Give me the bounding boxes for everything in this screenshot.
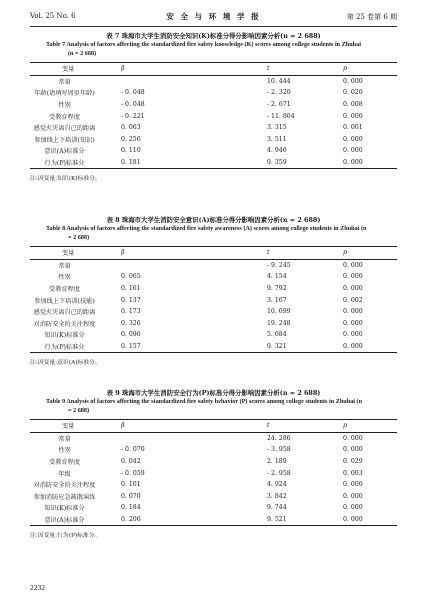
cell-t: 3. 315 bbox=[267, 124, 287, 132]
table-row bbox=[30, 87, 397, 99]
cell-p: 0. 000 bbox=[343, 481, 363, 489]
cell-beta: - 0. 048 bbox=[121, 100, 145, 108]
table-9-caption-en: Table 9 Analysis of factors affecting the standardized fire safety behavior (P) scores among college students in Zhuhai (n = 2 688) bbox=[46, 398, 363, 414]
table-8-section bbox=[30, 216, 397, 366]
cell-p: 0. 000 bbox=[343, 331, 363, 339]
cell-t: - 3. 958 bbox=[267, 446, 291, 454]
cell-beta bbox=[99, 432, 227, 444]
cell-t: 9. 359 bbox=[267, 158, 287, 166]
cell-t: - 11. 804 bbox=[267, 112, 295, 120]
table-row bbox=[30, 490, 397, 502]
cell-beta: 0. 206 bbox=[121, 515, 141, 523]
cell-p: 0. 029 bbox=[343, 457, 363, 465]
cell-t: 10. 444 bbox=[267, 77, 291, 85]
cell-variable: 常量 bbox=[58, 78, 71, 86]
table-row bbox=[30, 294, 397, 306]
cell-variable: 常量 bbox=[58, 262, 71, 270]
table-row bbox=[30, 122, 397, 134]
cell-t: - 2. 958 bbox=[267, 469, 291, 477]
cell-t: 4. 946 bbox=[267, 147, 287, 155]
table-row bbox=[30, 514, 397, 526]
journal-title: 安 全 与 环 境 学 报 bbox=[166, 12, 261, 21]
cell-beta: 0. 042 bbox=[121, 457, 141, 465]
col-beta: β bbox=[121, 422, 125, 430]
cell-p: 0. 000 bbox=[343, 112, 363, 120]
cell-p: 0. 000 bbox=[343, 135, 363, 143]
cell-variable: 受教育程度 bbox=[49, 458, 80, 466]
cell-t: - 2. 671 bbox=[267, 100, 291, 108]
cell-variable: 感觉火灾离自己的距离 bbox=[33, 309, 96, 317]
volume-issue-en: Vol. 25 No. 6 bbox=[30, 12, 76, 20]
cell-p: 0. 001 bbox=[343, 124, 363, 132]
cell-beta: 0. 157 bbox=[121, 342, 141, 350]
table-row bbox=[30, 271, 397, 283]
cell-variable: 知识(K)标准分 bbox=[44, 332, 85, 340]
cell-t: 3. 842 bbox=[267, 492, 287, 500]
table-7-note: 注:因变量:知识(K)标准分。 bbox=[30, 176, 101, 183]
col-beta: β bbox=[121, 249, 125, 257]
table-row bbox=[30, 259, 397, 271]
cell-t: 4. 154 bbox=[267, 273, 287, 281]
col-variable: 变量 bbox=[62, 423, 75, 431]
table-9-note: 注:因变量:行为(P)标准分。 bbox=[30, 533, 101, 540]
table-9-caption-zh: 表 9 珠海市大学生消防安全行为(P)标准分得分影响因素分析(n = 2 688) bbox=[106, 389, 321, 397]
col-t: t bbox=[267, 422, 270, 430]
cell-variable: 意识(A)标准分 bbox=[44, 148, 85, 156]
cell-beta bbox=[99, 259, 227, 271]
cell-p: 0. 000 bbox=[343, 504, 363, 512]
cell-t: 2. 189 bbox=[267, 457, 287, 465]
cell-variable: 受教育程度 bbox=[49, 285, 80, 293]
col-variable: 变量 bbox=[62, 66, 75, 74]
table-row bbox=[30, 502, 397, 514]
cell-t: 3. 511 bbox=[267, 135, 287, 143]
cell-p: 0. 000 bbox=[343, 284, 363, 292]
cell-variable: 知识(K)标准分 bbox=[44, 505, 85, 513]
table-row bbox=[30, 329, 397, 341]
cell-t: 10. 699 bbox=[267, 308, 291, 316]
cell-p: 0. 000 bbox=[343, 273, 363, 281]
col-variable: 变量 bbox=[62, 250, 75, 258]
cell-beta bbox=[99, 75, 227, 87]
table-header-row bbox=[30, 420, 397, 433]
cell-variable: 行为(P)标准分 bbox=[44, 343, 85, 351]
table-row bbox=[30, 110, 397, 122]
cell-variable: 年级 bbox=[58, 470, 71, 478]
col-beta: β bbox=[121, 65, 125, 73]
page-number: 2232 bbox=[30, 583, 45, 592]
table-row bbox=[30, 306, 397, 318]
table-row bbox=[30, 444, 397, 456]
table-row bbox=[30, 456, 397, 468]
cell-beta: 0. 101 bbox=[121, 481, 141, 489]
cell-variable: 参加线上下培训(知识) bbox=[34, 136, 95, 144]
cell-variable: 意识(A)标准分 bbox=[44, 516, 85, 524]
cell-beta: 0. 137 bbox=[121, 296, 141, 304]
cell-variable: 对消防安全的关注程度 bbox=[33, 482, 96, 490]
cell-p: 0. 002 bbox=[343, 296, 363, 304]
header-rule bbox=[30, 26, 397, 27]
cell-beta: 0. 063 bbox=[121, 124, 141, 132]
table-row bbox=[30, 467, 397, 479]
cell-beta: 0. 326 bbox=[121, 319, 141, 327]
cell-beta: - 0. 048 bbox=[121, 89, 145, 97]
cell-variable: 参加线上下培训(技能) bbox=[34, 297, 95, 305]
cell-p: 0. 000 bbox=[343, 319, 363, 327]
table-7-caption-zh: 表 7 珠海市大学生消防安全知识(K)标准分得分影响因素分析(n = 2 688) bbox=[106, 32, 321, 40]
cell-t: - 2. 320 bbox=[267, 89, 291, 97]
cell-p: 0. 000 bbox=[343, 446, 363, 454]
cell-t: 9. 521 bbox=[267, 515, 287, 523]
cell-p: 0. 008 bbox=[343, 100, 363, 108]
cell-p: 0. 000 bbox=[343, 308, 363, 316]
cell-variable: 性别 bbox=[58, 274, 71, 282]
table-header-row bbox=[30, 247, 397, 260]
table-row bbox=[30, 99, 397, 111]
cell-variable: 感觉火灾离自己的距离 bbox=[33, 125, 96, 133]
cell-t: 19. 248 bbox=[267, 319, 291, 327]
cell-beta: 0. 065 bbox=[121, 273, 141, 281]
cell-beta: 0. 256 bbox=[121, 135, 141, 143]
cell-t: 9. 321 bbox=[267, 342, 287, 350]
cell-beta: 0. 110 bbox=[121, 147, 141, 155]
cell-beta: 0. 096 bbox=[121, 331, 141, 339]
cell-p: 0. 000 bbox=[343, 515, 363, 523]
table-7-section bbox=[30, 32, 397, 182]
cell-p: 0. 000 bbox=[343, 434, 363, 442]
cell-variable: 受教育程度 bbox=[49, 113, 80, 121]
table-7 bbox=[30, 62, 397, 169]
cell-p: 0. 000 bbox=[343, 492, 363, 500]
col-p: p bbox=[343, 249, 347, 257]
cell-beta: 0. 173 bbox=[121, 308, 141, 316]
cell-p: 0. 000 bbox=[343, 261, 363, 269]
cell-p: 0. 020 bbox=[343, 89, 363, 97]
cell-t: 5. 684 bbox=[267, 331, 287, 339]
cell-t: 9. 792 bbox=[267, 284, 287, 292]
cell-t: 24. 286 bbox=[267, 434, 291, 442]
cell-beta: - 0. 221 bbox=[121, 112, 145, 120]
cell-variable: 行为(P)标准分 bbox=[44, 159, 85, 167]
col-t: t bbox=[267, 249, 270, 257]
col-p: p bbox=[343, 65, 347, 73]
cell-variable: 常量 bbox=[58, 435, 71, 443]
table-row bbox=[30, 133, 397, 145]
cell-variable: 性别 bbox=[58, 101, 71, 109]
table-9 bbox=[30, 419, 397, 526]
running-header bbox=[30, 10, 397, 24]
cell-beta: 0. 161 bbox=[121, 284, 141, 292]
cell-t: 3. 167 bbox=[267, 296, 287, 304]
table-8-caption-en: Table 8 Analysis of factors affecting the standardized fire safety awareness (A) scores among college students in Zhuhai (n = 2 688) bbox=[46, 225, 367, 241]
table-8-caption-zh: 表 8 珠海市大学生消防安全意识(A)标准分得分影响因素分析(n = 2 688) bbox=[106, 216, 321, 224]
cell-variable: 对消防安全的关注程度 bbox=[33, 320, 96, 328]
cell-p: 0. 000 bbox=[343, 342, 363, 350]
table-row bbox=[30, 432, 397, 444]
table-9-section bbox=[30, 389, 397, 539]
table-8 bbox=[30, 246, 397, 353]
table-row bbox=[30, 75, 397, 87]
cell-beta: 0. 070 bbox=[121, 492, 141, 500]
table-row bbox=[30, 317, 397, 329]
col-p: p bbox=[343, 422, 347, 430]
col-t: t bbox=[267, 65, 270, 73]
table-header-row bbox=[30, 63, 397, 76]
table-row bbox=[30, 479, 397, 491]
cell-p: 0. 000 bbox=[343, 147, 363, 155]
table-8-note: 注:因变量:意识(A)标准分。 bbox=[30, 360, 101, 367]
cell-t: 9. 744 bbox=[267, 504, 287, 512]
cell-beta: 0. 184 bbox=[121, 504, 141, 512]
cell-beta: - 0. 070 bbox=[121, 446, 145, 454]
cell-beta: 0. 181 bbox=[121, 158, 141, 166]
table-row bbox=[30, 283, 397, 295]
cell-p: 0. 000 bbox=[343, 158, 363, 166]
volume-issue-zh: 第 25 卷第 6 期 bbox=[346, 13, 397, 21]
cell-variable: 性别 bbox=[58, 447, 71, 455]
cell-p: 0. 000 bbox=[343, 77, 363, 85]
cell-p: 0. 003 bbox=[343, 469, 363, 477]
table-row bbox=[30, 157, 397, 169]
cell-beta: - 0. 059 bbox=[121, 469, 145, 477]
table-row bbox=[30, 145, 397, 157]
table-7-caption-en: Table 7 Analysis of factors affecting the standardized fire safety knowledge (K) scores among college students in Zhuhai (n = 2 688) bbox=[46, 41, 361, 57]
cell-variable: 参加消防应急疏散演练 bbox=[33, 493, 96, 501]
cell-t: 4. 924 bbox=[267, 481, 287, 489]
cell-t: - 9. 245 bbox=[267, 261, 291, 269]
cell-variable: 年龄(请填写周岁年龄) bbox=[34, 90, 95, 98]
table-row bbox=[30, 341, 397, 353]
